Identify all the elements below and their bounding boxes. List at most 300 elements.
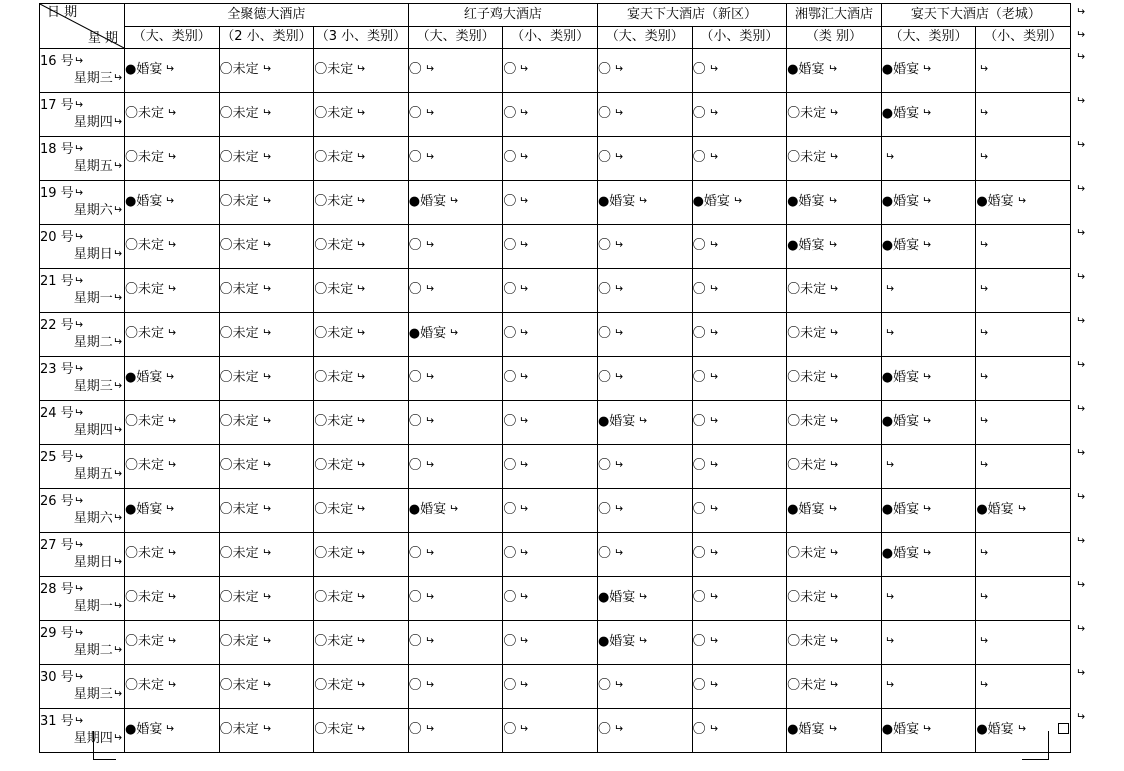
status-mark: 〇未定 <box>787 282 827 298</box>
status-mark: 〇 <box>503 634 517 650</box>
status-cell[interactable] <box>692 49 787 93</box>
paragraph-mark-icon: ↵ <box>884 458 894 472</box>
status-cell[interactable] <box>408 137 503 181</box>
status-cell[interactable] <box>408 181 503 225</box>
status-cell[interactable] <box>787 93 882 137</box>
paragraph-mark-icon: ↵ <box>1076 182 1086 195</box>
paragraph-mark-icon: ↵ <box>449 326 459 340</box>
status-cell[interactable] <box>787 709 882 753</box>
table-row <box>40 93 1071 137</box>
status-cell[interactable] <box>787 577 882 621</box>
status-cell[interactable] <box>597 357 692 401</box>
status-cell[interactable] <box>314 577 409 621</box>
status-cell[interactable] <box>976 577 1071 621</box>
status-mark: 〇未定 <box>219 546 259 562</box>
status-cell[interactable] <box>597 93 692 137</box>
status-cell[interactable] <box>881 357 976 401</box>
status-cell[interactable] <box>692 533 787 577</box>
status-cell[interactable] <box>692 621 787 665</box>
table-row <box>40 401 1071 445</box>
paragraph-marks-column <box>1076 3 1094 753</box>
status-cell[interactable] <box>408 357 503 401</box>
status-cell[interactable] <box>408 401 503 445</box>
status-cell[interactable] <box>125 357 220 401</box>
status-mark: 〇 <box>408 678 422 694</box>
status-cell[interactable] <box>597 709 692 753</box>
status-cell[interactable] <box>692 93 787 137</box>
status-cell[interactable] <box>314 137 409 181</box>
status-cell[interactable] <box>597 401 692 445</box>
paragraph-mark-icon: ↵ <box>356 326 366 340</box>
status-cell[interactable] <box>125 577 220 621</box>
paragraph-mark-icon: ↵ <box>613 150 624 164</box>
status-cell[interactable] <box>125 93 220 137</box>
status-cell[interactable] <box>787 489 882 533</box>
status-cell[interactable] <box>125 313 220 357</box>
status-cell[interactable] <box>219 225 314 269</box>
status-cell[interactable] <box>314 313 409 357</box>
paragraph-mark-icon: ↵ <box>613 502 624 516</box>
status-cell[interactable] <box>314 445 409 489</box>
status-mark: 〇未定 <box>314 414 354 430</box>
status-cell[interactable] <box>976 49 1071 93</box>
status-mark: 〇未定 <box>219 194 259 210</box>
status-mark: 〇 <box>692 150 706 166</box>
status-cell[interactable] <box>314 621 409 665</box>
paragraph-mark-icon: ↵ <box>708 722 718 736</box>
status-cell[interactable] <box>976 665 1071 709</box>
status-cell[interactable] <box>503 577 598 621</box>
paragraph-mark-icon: ↵ <box>829 106 839 120</box>
status-cell[interactable] <box>976 313 1071 357</box>
status-cell[interactable] <box>219 577 314 621</box>
status-cell[interactable] <box>408 709 503 753</box>
status-cell[interactable] <box>597 269 692 313</box>
paragraph-mark-icon: ↵ <box>922 370 932 384</box>
status-mark: 〇未定 <box>125 150 165 166</box>
status-cell[interactable] <box>314 269 409 313</box>
status-cell[interactable] <box>881 665 976 709</box>
paragraph-mark-icon: ↵ <box>884 678 894 692</box>
paragraph-mark-icon: ↵ <box>979 282 989 296</box>
status-cell[interactable] <box>314 401 409 445</box>
status-mark: 〇 <box>503 546 517 562</box>
status-cell[interactable] <box>597 445 692 489</box>
date-day: 17 号↵ <box>40 98 83 114</box>
status-cell[interactable] <box>503 225 598 269</box>
status-mark: ●婚宴 <box>881 414 920 430</box>
paragraph-mark-icon: ↵ <box>613 370 624 384</box>
paragraph-mark-icon: ↵ <box>519 414 529 428</box>
status-cell[interactable] <box>881 533 976 577</box>
status-cell[interactable] <box>408 269 503 313</box>
status-cell[interactable] <box>692 313 787 357</box>
paragraph-mark-icon: ↵ <box>167 590 177 604</box>
page-corner-mark-bottom-right <box>1022 731 1049 760</box>
paragraph-mark-icon: ↵ <box>922 62 932 76</box>
paragraph-mark-icon: ↵ <box>613 678 624 692</box>
paragraph-mark-icon: ↵ <box>708 282 718 296</box>
paragraph-mark-icon: ↵ <box>519 722 529 736</box>
paragraph-mark-icon: ↵ <box>1076 534 1086 547</box>
paragraph-mark-icon: ↵ <box>829 678 839 692</box>
status-cell[interactable] <box>692 445 787 489</box>
page-corner-box <box>1058 723 1069 734</box>
status-cell[interactable] <box>881 93 976 137</box>
status-cell[interactable] <box>976 533 1071 577</box>
status-cell[interactable] <box>219 137 314 181</box>
status-mark: 〇未定 <box>314 282 354 298</box>
status-cell[interactable] <box>314 93 409 137</box>
paragraph-mark-icon: ↵ <box>261 546 271 560</box>
date-cell <box>40 137 125 181</box>
date-weekday: 星期二↵ <box>73 334 122 350</box>
status-cell[interactable] <box>976 225 1071 269</box>
status-cell[interactable] <box>219 621 314 665</box>
status-cell[interactable] <box>976 137 1071 181</box>
status-cell[interactable] <box>408 577 503 621</box>
status-cell[interactable] <box>787 225 882 269</box>
status-cell[interactable] <box>408 665 503 709</box>
header-group-row <box>40 4 1071 27</box>
date-weekday: 星期六↵ <box>73 510 122 526</box>
status-cell[interactable] <box>125 533 220 577</box>
status-mark: 〇未定 <box>314 370 354 386</box>
status-cell[interactable] <box>219 665 314 709</box>
status-cell[interactable] <box>692 137 787 181</box>
status-mark: ●婚宴 <box>125 502 163 518</box>
status-cell[interactable] <box>597 665 692 709</box>
status-cell[interactable] <box>314 533 409 577</box>
paragraph-mark-icon: ↵ <box>829 634 839 648</box>
status-mark: 〇未定 <box>787 634 827 650</box>
date-weekday: 星期三↵ <box>73 70 122 86</box>
status-mark: 〇未定 <box>787 678 827 694</box>
paragraph-mark-icon: ↵ <box>979 678 989 692</box>
status-cell[interactable] <box>219 445 314 489</box>
paragraph-mark-icon: ↵ <box>708 150 718 164</box>
status-cell[interactable] <box>503 445 598 489</box>
status-cell[interactable] <box>881 445 976 489</box>
paragraph-mark-icon: ↵ <box>1076 622 1086 635</box>
status-mark: 〇 <box>408 150 422 166</box>
status-mark: 〇未定 <box>314 458 354 474</box>
status-cell[interactable] <box>314 489 409 533</box>
paragraph-mark-icon: ↵ <box>167 458 177 472</box>
paragraph-mark-icon: ↵ <box>356 282 366 296</box>
paragraph-mark-icon: ↵ <box>979 106 989 120</box>
status-cell[interactable] <box>408 93 503 137</box>
status-cell[interactable] <box>408 489 503 533</box>
status-cell[interactable] <box>125 269 220 313</box>
status-cell[interactable] <box>787 621 882 665</box>
table-row <box>40 357 1071 401</box>
status-cell[interactable] <box>503 93 598 137</box>
status-cell[interactable] <box>692 709 787 753</box>
page-corner-mark-bottom-left <box>93 731 116 760</box>
status-cell[interactable] <box>976 93 1071 137</box>
status-cell[interactable] <box>125 401 220 445</box>
paragraph-mark-icon: ↵ <box>1076 94 1086 107</box>
status-cell[interactable] <box>503 269 598 313</box>
status-cell[interactable] <box>125 181 220 225</box>
status-mark: ●婚宴 <box>787 194 825 210</box>
date-weekday: 星期三↵ <box>73 378 122 394</box>
paragraph-mark-icon: ↵ <box>1076 578 1086 591</box>
status-cell[interactable] <box>976 401 1071 445</box>
status-cell[interactable] <box>692 225 787 269</box>
status-cell[interactable] <box>314 225 409 269</box>
paragraph-mark-icon: ↵ <box>613 326 624 340</box>
date-weekday: 星期五↵ <box>73 466 122 482</box>
status-cell[interactable] <box>692 401 787 445</box>
status-cell[interactable] <box>125 665 220 709</box>
paragraph-mark-icon: ↵ <box>827 194 837 208</box>
status-mark: 〇 <box>597 106 611 122</box>
status-mark: 〇 <box>408 370 422 386</box>
paragraph-mark-icon: ↵ <box>829 150 839 164</box>
status-cell[interactable] <box>125 621 220 665</box>
paragraph-mark-icon: ↵ <box>1076 270 1086 283</box>
status-cell[interactable] <box>881 401 976 445</box>
paragraph-mark-icon: ↵ <box>519 150 529 164</box>
paragraph-mark-icon: ↵ <box>167 678 177 692</box>
status-mark: 〇未定 <box>125 326 165 342</box>
status-mark: ●婚宴 <box>787 502 825 518</box>
status-mark: 〇 <box>408 282 422 298</box>
paragraph-mark-icon: ↵ <box>979 546 989 560</box>
status-cell[interactable] <box>787 269 882 313</box>
status-cell[interactable] <box>125 489 220 533</box>
paragraph-mark-icon: ↵ <box>829 414 839 428</box>
status-cell[interactable] <box>219 357 314 401</box>
paragraph-mark-icon: ↵ <box>165 370 175 384</box>
paragraph-mark-icon: ↵ <box>519 370 529 384</box>
status-cell[interactable] <box>503 137 598 181</box>
status-cell[interactable] <box>976 269 1071 313</box>
status-cell[interactable] <box>503 665 598 709</box>
status-mark: 〇 <box>597 238 611 254</box>
sub-header-7: （类 别） <box>787 27 882 49</box>
paragraph-mark-icon: ↵ <box>261 722 271 736</box>
status-cell[interactable] <box>787 357 882 401</box>
paragraph-mark-icon: ↵ <box>638 590 648 604</box>
paragraph-mark-icon: ↵ <box>424 634 435 648</box>
status-cell[interactable] <box>881 621 976 665</box>
status-cell[interactable] <box>503 313 598 357</box>
status-cell[interactable] <box>597 577 692 621</box>
paragraph-mark-icon: ↵ <box>261 282 271 296</box>
status-cell[interactable] <box>787 665 882 709</box>
paragraph-mark-icon: ↵ <box>167 326 177 340</box>
status-mark: 〇 <box>692 238 706 254</box>
status-mark: 〇未定 <box>219 282 259 298</box>
status-cell[interactable] <box>219 709 314 753</box>
paragraph-mark-icon: ↵ <box>922 502 932 516</box>
status-cell[interactable] <box>503 357 598 401</box>
status-cell[interactable] <box>597 621 692 665</box>
status-mark: 〇未定 <box>314 634 354 650</box>
status-cell[interactable] <box>976 181 1071 225</box>
status-cell[interactable] <box>881 181 976 225</box>
group-header-yantianxia-xinqu: 宴天下大酒店（新区） <box>597 4 786 27</box>
status-cell[interactable] <box>503 621 598 665</box>
status-cell[interactable] <box>503 533 598 577</box>
status-cell[interactable] <box>597 533 692 577</box>
status-cell[interactable] <box>408 313 503 357</box>
status-cell[interactable] <box>976 445 1071 489</box>
paragraph-mark-icon: ↵ <box>356 722 366 736</box>
status-cell[interactable] <box>597 181 692 225</box>
status-mark: 〇 <box>597 326 611 342</box>
status-cell[interactable] <box>881 313 976 357</box>
status-cell[interactable] <box>692 269 787 313</box>
status-cell[interactable] <box>881 269 976 313</box>
status-mark: 〇未定 <box>125 634 165 650</box>
status-cell[interactable] <box>787 445 882 489</box>
status-mark: 〇 <box>692 414 706 430</box>
paragraph-mark-icon: ↵ <box>261 106 271 120</box>
paragraph-mark-icon: ↵ <box>708 370 718 384</box>
status-mark: 〇未定 <box>219 106 259 122</box>
status-cell[interactable] <box>503 401 598 445</box>
status-cell[interactable] <box>597 49 692 93</box>
status-cell[interactable] <box>503 489 598 533</box>
status-mark: 〇未定 <box>219 238 259 254</box>
status-mark: 〇未定 <box>314 546 354 562</box>
status-mark: 〇未定 <box>314 150 354 166</box>
date-weekday: 星期六↵ <box>73 202 122 218</box>
status-mark: 〇 <box>408 414 422 430</box>
status-cell[interactable] <box>314 49 409 93</box>
status-cell[interactable] <box>692 665 787 709</box>
table-row <box>40 313 1071 357</box>
paragraph-mark-icon: ↵ <box>261 634 271 648</box>
paragraph-mark-icon: ↵ <box>167 150 177 164</box>
paragraph-mark-icon: ↵ <box>167 414 177 428</box>
status-cell[interactable] <box>787 401 882 445</box>
date-weekday: 星期日↵ <box>73 246 122 262</box>
status-cell[interactable] <box>692 577 787 621</box>
status-mark: 〇 <box>597 722 611 738</box>
status-cell[interactable] <box>125 225 220 269</box>
status-mark: 〇 <box>597 370 611 386</box>
status-cell[interactable] <box>219 269 314 313</box>
status-mark: ●婚宴 <box>881 106 920 122</box>
status-cell[interactable] <box>787 313 882 357</box>
date-weekday: 星期四↵ <box>73 730 122 746</box>
date-day: 18 号↵ <box>40 142 83 158</box>
paragraph-mark-icon: ↵ <box>424 458 435 472</box>
status-cell[interactable] <box>787 137 882 181</box>
status-cell[interactable] <box>597 137 692 181</box>
paragraph-mark-icon: ↵ <box>884 326 894 340</box>
status-cell[interactable] <box>692 181 787 225</box>
status-mark: 〇 <box>597 678 611 694</box>
status-cell[interactable] <box>597 489 692 533</box>
status-cell[interactable] <box>976 489 1071 533</box>
paragraph-mark-icon: ↵ <box>519 282 529 296</box>
paragraph-mark-icon: ↵ <box>979 326 989 340</box>
paragraph-mark-icon: ↵ <box>827 722 837 736</box>
status-cell[interactable] <box>314 181 409 225</box>
paragraph-mark-icon: ↵ <box>708 678 718 692</box>
status-cell[interactable] <box>125 137 220 181</box>
table-row <box>40 621 1071 665</box>
status-mark: 〇未定 <box>219 590 259 606</box>
paragraph-mark-icon: ↵ <box>519 326 529 340</box>
status-cell[interactable] <box>881 489 976 533</box>
status-cell[interactable] <box>219 93 314 137</box>
status-cell[interactable] <box>408 445 503 489</box>
status-cell[interactable] <box>692 489 787 533</box>
status-cell[interactable] <box>408 621 503 665</box>
date-day: 16 号↵ <box>40 54 83 70</box>
status-cell[interactable] <box>219 401 314 445</box>
status-mark: ●婚宴 <box>881 62 920 78</box>
status-cell[interactable] <box>219 49 314 93</box>
status-cell[interactable] <box>881 137 976 181</box>
status-cell[interactable] <box>787 533 882 577</box>
status-cell[interactable] <box>408 225 503 269</box>
status-cell[interactable] <box>219 533 314 577</box>
status-cell[interactable] <box>314 709 409 753</box>
status-cell[interactable] <box>314 665 409 709</box>
status-cell[interactable] <box>881 709 976 753</box>
status-cell[interactable] <box>597 313 692 357</box>
status-cell[interactable] <box>976 621 1071 665</box>
status-cell[interactable] <box>503 709 598 753</box>
status-cell[interactable] <box>881 225 976 269</box>
status-cell[interactable] <box>976 357 1071 401</box>
status-cell[interactable] <box>408 49 503 93</box>
status-cell[interactable] <box>503 181 598 225</box>
paragraph-mark-icon: ↵ <box>356 150 366 164</box>
status-mark: ●婚宴 <box>976 502 1014 518</box>
status-mark: ●婚宴 <box>125 194 163 210</box>
status-cell[interactable] <box>597 225 692 269</box>
status-cell[interactable] <box>408 533 503 577</box>
paragraph-mark-icon: ↵ <box>638 194 648 208</box>
paragraph-mark-icon: ↵ <box>519 106 529 120</box>
status-cell[interactable] <box>881 577 976 621</box>
status-mark: 〇 <box>597 458 611 474</box>
status-mark: 〇 <box>408 458 422 474</box>
status-cell[interactable] <box>125 709 220 753</box>
status-cell[interactable] <box>787 181 882 225</box>
status-mark: 〇未定 <box>125 678 165 694</box>
status-mark: 〇未定 <box>219 678 259 694</box>
status-cell[interactable] <box>692 357 787 401</box>
status-cell[interactable] <box>125 49 220 93</box>
table-row <box>40 137 1071 181</box>
date-day: 27 号↵ <box>40 538 83 554</box>
status-mark: 〇未定 <box>787 546 827 562</box>
status-cell[interactable] <box>125 445 220 489</box>
status-cell[interactable] <box>787 49 882 93</box>
status-cell[interactable] <box>219 313 314 357</box>
status-cell[interactable] <box>219 181 314 225</box>
paragraph-mark-icon: ↵ <box>424 150 435 164</box>
status-cell[interactable] <box>881 49 976 93</box>
status-cell[interactable] <box>314 357 409 401</box>
status-cell[interactable] <box>503 49 598 93</box>
date-day: 31 号↵ <box>40 714 83 730</box>
paragraph-mark-icon: ↵ <box>356 238 366 252</box>
paragraph-mark-icon: ↵ <box>424 590 435 604</box>
status-mark: 〇未定 <box>314 502 354 518</box>
status-cell[interactable] <box>219 489 314 533</box>
